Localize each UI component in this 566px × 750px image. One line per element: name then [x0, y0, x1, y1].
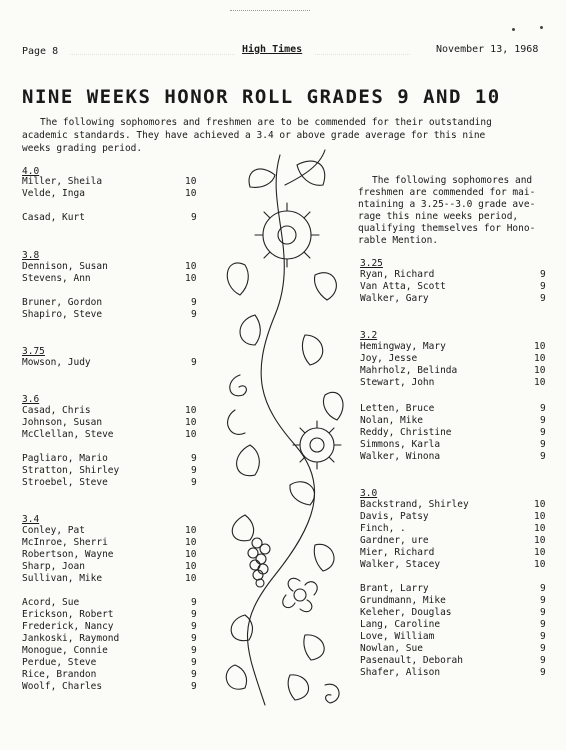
student-name: Backstrand, Shirley: [360, 499, 469, 510]
leaf: [288, 675, 308, 700]
student-grade: 10: [534, 341, 546, 352]
student-name: Rice, Brandon: [22, 669, 97, 680]
student-name: McInroe, Sherri: [22, 537, 108, 548]
student-grade: 9: [191, 212, 197, 223]
student-name: Pagliaro, Mario: [22, 453, 108, 464]
student-grade: 9: [191, 657, 197, 668]
student-grade: 10: [185, 537, 197, 548]
note-line: rage this nine weeks period,: [358, 211, 519, 222]
student-grade: 10: [534, 559, 546, 570]
student-grade: 10: [534, 353, 546, 364]
student-grade: 9: [191, 645, 197, 656]
student-grade: 9: [191, 609, 197, 620]
student-name: Simmons, Karla: [360, 439, 441, 450]
scan-speck: [512, 28, 515, 31]
student-grade: 9: [540, 451, 546, 462]
student-name: Stevens, Ann: [22, 273, 91, 284]
leaf: [315, 273, 337, 300]
note-line: qualifying themselves for Hono-: [358, 223, 536, 234]
scan-speck: [540, 26, 543, 29]
student-grade: 10: [534, 377, 546, 388]
student-name: Reddy, Christine: [360, 427, 452, 438]
student-name: Gardner, ure: [360, 535, 429, 546]
floral-vine-illustration: [205, 145, 355, 715]
student-grade: 10: [534, 523, 546, 534]
student-name: Jankoski, Raymond: [22, 633, 120, 644]
leaf: [240, 315, 260, 345]
student-grade: 9: [540, 439, 546, 450]
student-grade: 10: [185, 261, 197, 272]
student-name: Stratton, Shirley: [22, 465, 120, 476]
student-name: Mowson, Judy: [22, 357, 91, 368]
header-smudge: [70, 44, 235, 55]
student-name: Bruner, Gordon: [22, 297, 103, 308]
flower-ring: [300, 428, 334, 462]
student-grade: 9: [191, 597, 197, 608]
tendril: [230, 375, 247, 396]
student-grade: 9: [540, 293, 546, 304]
student-name: Conley, Pat: [22, 525, 85, 536]
leaf: [226, 665, 246, 689]
student-name: Sharp, Joan: [22, 561, 85, 572]
student-grade: 10: [185, 176, 197, 187]
student-grade: 9: [540, 595, 546, 606]
gpa-group-label: 3.0: [360, 488, 378, 499]
student-name: Mier, Richard: [360, 547, 435, 558]
student-grade: 9: [191, 453, 197, 464]
student-name: Robertson, Wayne: [22, 549, 114, 560]
student-grade: 9: [540, 415, 546, 426]
note-line: freshmen are commended for mai-: [358, 187, 536, 198]
student-name: Casad, Chris: [22, 405, 91, 416]
leaf: [297, 161, 325, 185]
issue-date: November 13, 1968: [436, 44, 539, 55]
petal: [283, 578, 317, 611]
student-name: Velde, Inga: [22, 188, 85, 199]
leaf: [290, 482, 315, 505]
student-name: Pasenault, Deborah: [360, 655, 463, 666]
header-smudge: [315, 44, 410, 55]
student-name: Love, William: [360, 631, 435, 642]
student-grade: 9: [540, 631, 546, 642]
student-name: Letten, Bruce: [360, 403, 435, 414]
student-name: Walker, Gary: [360, 293, 429, 304]
student-grade: 9: [191, 357, 197, 368]
leaf: [304, 635, 324, 660]
leaf: [232, 515, 253, 541]
student-grade: 9: [540, 643, 546, 654]
leaf: [314, 544, 334, 571]
student-grade: 9: [540, 403, 546, 414]
student-name: Joy, Jesse: [360, 353, 418, 364]
note-line: The following sophomores and: [372, 175, 533, 186]
student-name: Walker, Winona: [360, 451, 441, 462]
gpa-group-label: 3.6: [22, 394, 40, 405]
leaf: [227, 263, 248, 295]
student-grade: 9: [191, 681, 197, 692]
student-name: Davis, Patsy: [360, 511, 429, 522]
student-name: Keleher, Douglas: [360, 607, 452, 618]
newspaper-name: High Times: [242, 44, 303, 55]
honorable-mention-note: [358, 175, 554, 247]
student-name: Johnson, Susan: [22, 417, 103, 428]
leaf: [237, 445, 260, 476]
student-grade: 9: [540, 427, 546, 438]
student-name: Perdue, Steve: [22, 657, 97, 668]
student-name: Grundmann, Mike: [360, 595, 446, 606]
student-name: Acord, Sue: [22, 597, 80, 608]
student-grade: 9: [540, 269, 546, 280]
student-grade: 9: [191, 669, 197, 680]
intro-line: academic standards. They have achieved a 3.4 or above grade average for this nine: [22, 130, 486, 141]
student-grade: 10: [185, 273, 197, 284]
student-grade: 10: [185, 561, 197, 572]
student-name: Nolan, Mike: [360, 415, 423, 426]
student-grade: 10: [185, 188, 197, 199]
student-grade: 10: [534, 547, 546, 558]
gpa-group-label: 3.8: [22, 250, 40, 261]
student-grade: 10: [534, 535, 546, 546]
leaf: [231, 615, 252, 641]
student-grade: 10: [185, 417, 197, 428]
student-name: Monogue, Connie: [22, 645, 108, 656]
leaf: [324, 392, 344, 420]
student-grade: 10: [534, 511, 546, 522]
student-grade: 9: [191, 297, 197, 308]
student-name: Stroebel, Steve: [22, 477, 108, 488]
flower-center: [278, 226, 296, 244]
student-name: Mahrholz, Belinda: [360, 365, 458, 376]
student-grade: 9: [540, 583, 546, 594]
student-grade: 9: [191, 477, 197, 488]
gpa-group-label: 3.4: [22, 514, 40, 525]
leaf: [302, 335, 322, 365]
student-name: McClellan, Steve: [22, 429, 114, 440]
student-grade: 10: [185, 525, 197, 536]
note-line: ntaining a 3.25--3.0 grade ave-: [358, 199, 536, 210]
student-grade: 9: [540, 619, 546, 630]
page-number: Page 8: [22, 46, 59, 57]
intro-line: weeks grading period.: [22, 143, 143, 154]
student-name: Hemingway, Mary: [360, 341, 446, 352]
petal: [255, 203, 319, 267]
student-name: Shafer, Alison: [360, 667, 441, 678]
student-name: Ryan, Richard: [360, 269, 435, 280]
student-name: Dennison, Susan: [22, 261, 108, 272]
student-grade: 9: [540, 655, 546, 666]
student-grade: 9: [191, 465, 197, 476]
student-grade: 10: [534, 499, 546, 510]
student-grade: 9: [191, 621, 197, 632]
student-name: Stewart, John: [360, 377, 435, 388]
tendril: [325, 684, 339, 703]
student-grade: 9: [191, 309, 197, 320]
student-grade: 10: [185, 573, 197, 584]
flower-center: [294, 589, 306, 601]
student-name: Van Atta, Scott: [360, 281, 446, 292]
student-name: Casad, Kurt: [22, 212, 85, 223]
student-name: Frederick, Nancy: [22, 621, 114, 632]
gpa-group-label: 3.75: [22, 346, 45, 357]
flower-center: [310, 438, 324, 452]
student-name: Finch, .: [360, 523, 406, 534]
student-name: Miller, Sheila: [22, 176, 103, 187]
student-grade: 10: [185, 405, 197, 416]
student-grade: 9: [540, 667, 546, 678]
gpa-group-label: 4.0: [22, 166, 40, 177]
intro-line: The following sophomores and freshmen are to be commended for their outstanding: [40, 117, 492, 128]
student-name: Walker, Stacey: [360, 559, 441, 570]
grape-cluster: [248, 538, 270, 587]
student-grade: 9: [191, 633, 197, 644]
student-name: Lang, Caroline: [360, 619, 441, 630]
student-grade: 10: [534, 365, 546, 376]
leaf: [249, 169, 275, 187]
page-title: NINE WEEKS HONOR ROLL GRADES 9 AND 10: [22, 86, 501, 108]
vine-stem: [248, 155, 315, 705]
student-name: Sullivan, Mike: [22, 573, 103, 584]
student-name: Shapiro, Steve: [22, 309, 103, 320]
student-name: Woolf, Charles: [22, 681, 103, 692]
tendril: [228, 410, 245, 434]
student-grade: 10: [185, 549, 197, 560]
gpa-group-label: 3.2: [360, 330, 378, 341]
note-line: rable Mention.: [358, 235, 439, 246]
student-name: Nowlan, Sue: [360, 643, 423, 654]
student-name: Erickson, Robert: [22, 609, 114, 620]
faint-scan-mark: [230, 10, 310, 17]
student-grade: 9: [540, 607, 546, 618]
student-grade: 10: [185, 429, 197, 440]
student-name: Brant, Larry: [360, 583, 429, 594]
gpa-group-label: 3.25: [360, 258, 383, 269]
student-grade: 9: [540, 281, 546, 292]
